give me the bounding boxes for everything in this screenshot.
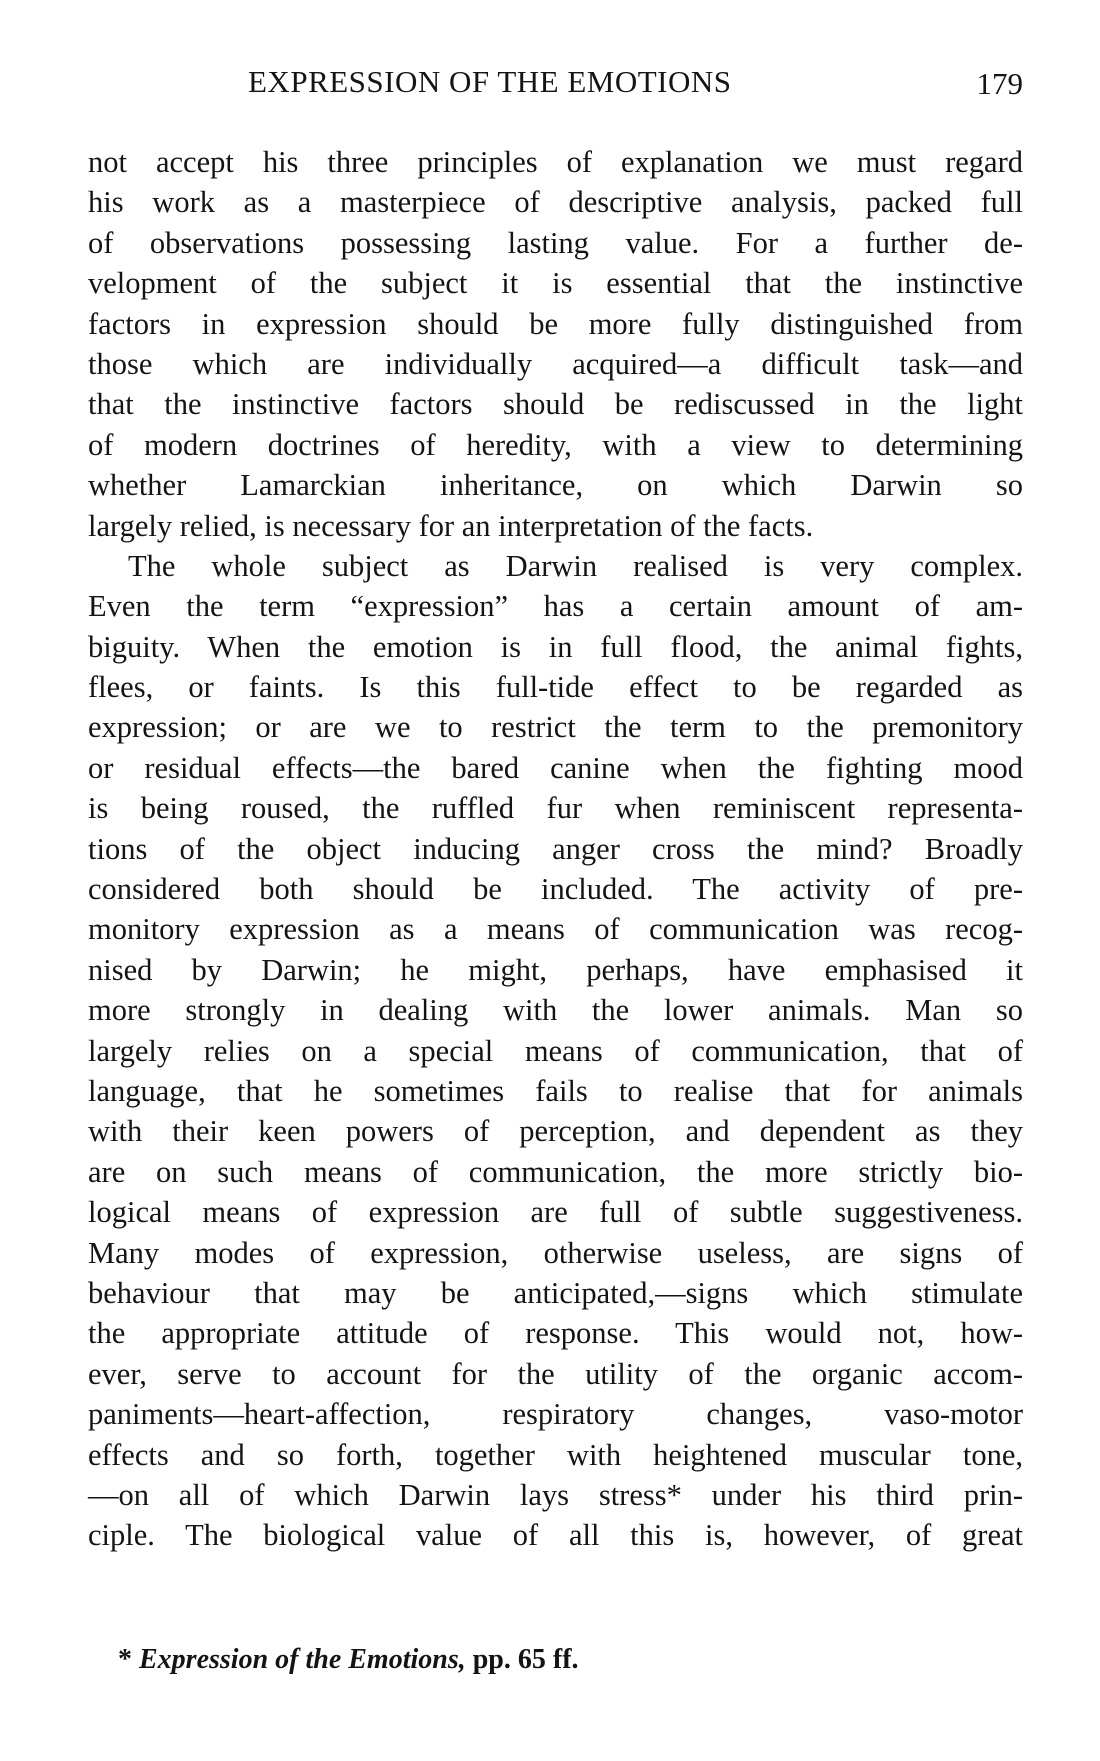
page-number: 179 <box>976 66 1023 101</box>
footnote-reference: pp. 65 ff. <box>472 1644 579 1675</box>
text-line: biguity. When the emotion is in full flood, the animal fights, <box>88 629 1023 664</box>
text-line: with their keen powers of perception, and dependent as they <box>88 1114 1023 1149</box>
text-line: —on all of which Darwin lays stress* under his third prin- <box>88 1477 1023 1512</box>
text-line: those which are individually acquired—a difficult task—and <box>88 346 1023 381</box>
text-line: flees, or faints. Is this full-tide effect to be regarded as <box>88 670 1023 705</box>
text-line: expression; or are we to restrict the term to the premonitory <box>88 710 1023 745</box>
text-line: whether Lamarckian inheritance, on which Darwin so <box>88 468 1023 503</box>
text-line: are on such means of communication, the more strictly bio- <box>88 1154 1023 1189</box>
footnote-title: Expression of the Emotions, <box>139 1644 466 1675</box>
text-line: largely relied, is necessary for an interpretation of the facts. <box>88 508 814 543</box>
paragraph-1 <box>88 142 1023 546</box>
text-line: the appropriate attitude of response. This would not, how- <box>88 1316 1023 1351</box>
text-line: of modern doctrines of heredity, with a view to determining <box>88 427 1023 462</box>
running-head <box>88 64 1023 114</box>
text-line: not accept his three principles of explanation we must regard <box>88 145 1023 179</box>
text-line: is being roused, the ruffled fur when reminiscent representa- <box>88 791 1023 826</box>
text-line: of observations possessing lasting value. For a further de- <box>88 225 1023 260</box>
text-line: Many modes of expression, otherwise useless, are signs of <box>88 1235 1023 1270</box>
paragraph-2 <box>88 546 1023 1556</box>
text-line: behaviour that may be anticipated,—signs which stimulate <box>88 1275 1023 1310</box>
text-line: logical means of expression are full of subtle suggestiveness. <box>88 1195 1023 1230</box>
text-line: his work as a masterpiece of descriptive analysis, packed full <box>88 185 1023 220</box>
body-text <box>88 142 1023 1556</box>
text-line: or residual effects—the bared canine when the fighting mood <box>88 750 1023 785</box>
text-line: monitory expression as a means of communication was recog- <box>88 912 1023 947</box>
text-line: considered both should be included. The activity of pre- <box>88 872 1023 907</box>
text-line: tions of the object inducing anger cross the mind? Broadly <box>88 831 1023 866</box>
text-line: ever, serve to account for the utility of the organic accom- <box>88 1356 1023 1391</box>
text-line: nised by Darwin; he might, perhaps, have emphasised it <box>88 952 1023 987</box>
text-line: language, that he sometimes fails to realise that for animals <box>88 1073 1023 1108</box>
text-line: effects and so forth, together with heightened muscular tone, <box>88 1437 1023 1472</box>
text-line: more strongly in dealing with the lower animals. Man so <box>88 993 1023 1028</box>
text-line: that the instinctive factors should be rediscussed in the light <box>88 387 1023 422</box>
footnote-marker: * <box>118 1644 132 1675</box>
footnote <box>118 1644 579 1676</box>
text-line: largely relies on a special means of communication, that of <box>88 1033 1023 1068</box>
text-line: factors in expression should be more fully distinguished from <box>88 306 1023 341</box>
text-line: ciple. The biological value of all this is, however, of great <box>88 1518 1023 1553</box>
text-line: The whole subject as Darwin realised is very complex. <box>128 548 1023 583</box>
text-line: paniments—heart-affection, respiratory changes, vaso-motor <box>88 1397 1023 1432</box>
running-title: EXPRESSION OF THE EMOTIONS <box>248 64 732 99</box>
text-line: velopment of the subject it is essential that the instinctive <box>88 266 1023 301</box>
text-line: Even the term “expression” has a certain amount of am- <box>88 589 1023 624</box>
